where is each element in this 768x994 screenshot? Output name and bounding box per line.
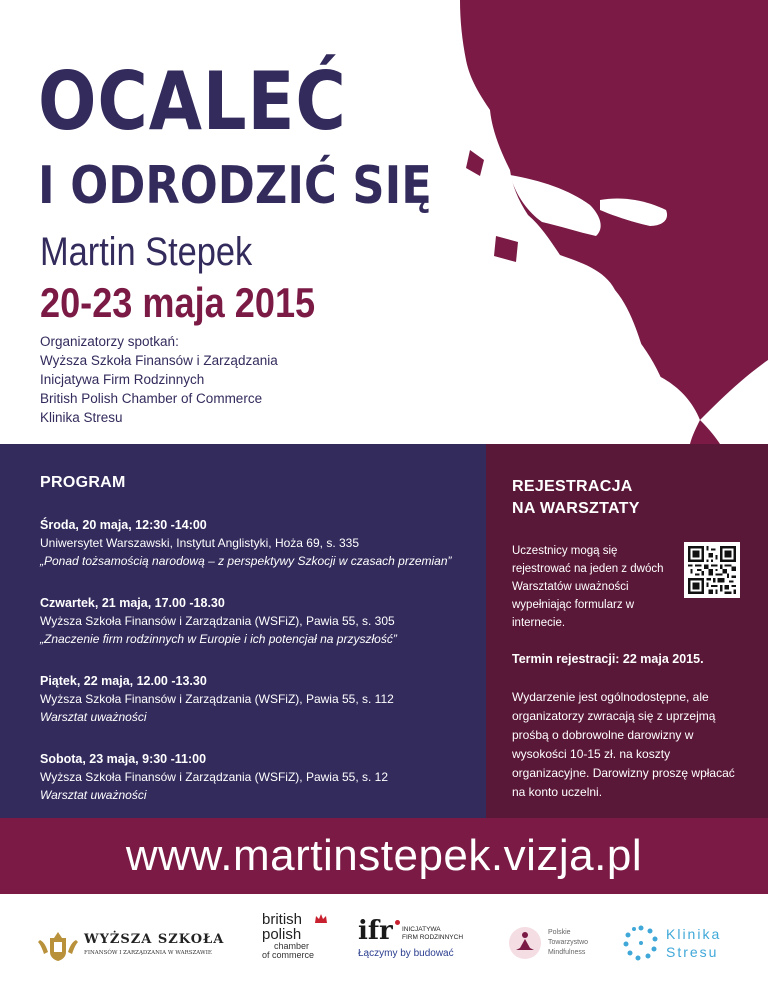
event-date: Czwartek, 21 maja, 17.00 -18.30 [40, 596, 225, 610]
registration-title-line-2: NA WARSZTATY [512, 500, 640, 517]
registration-row [512, 542, 744, 632]
speaker-name: Martin Stepek [40, 230, 253, 274]
klinika-line-2: Stresu [666, 944, 719, 960]
program-event [40, 750, 486, 804]
ifr-logo[interactable] [358, 918, 498, 968]
event-topic: Warsztat uważności [40, 788, 147, 802]
organizer-item: Inicjatywa Firm Rodzinnych [40, 372, 205, 387]
event-date: Piątek, 22 maja, 12.00 -13.30 [40, 674, 207, 688]
bpcc-line-2: polish [262, 926, 302, 943]
ptm-line-1: Polskie [548, 929, 571, 936]
donation-info: Wydarzenie jest ogólnodostępne, ale organizatorzy zwracają się z uprzejmą prośbą o dobrowolne darowizny w wysokości 10-15 zł. na koszty organizacyjne. Darowizny proszę wpłacać na konto uczelni. [512, 690, 735, 799]
ptm-line-3: Mindfulness [548, 949, 586, 956]
title-line-2: I ODRODZIĆ SIĘ [38, 156, 432, 216]
website-link[interactable]: www.martinstepek.vizja.pl [125, 831, 643, 880]
registration-title-line-1: REJESTRACJA [512, 478, 633, 495]
program-event [40, 672, 486, 726]
ifr-accent-icon [395, 920, 400, 925]
bpcc-line-1: british [262, 911, 303, 928]
event-topic: „Znaczenie firm rodzinnych w Europie i ich potencjał na przyszłość” [40, 632, 397, 646]
registration-text: Uczestnicy mogą się rejestrować na jeden z dwóch Warsztatów uważności wypełniając formularz w internecie. [512, 545, 664, 629]
portrait-illustration [400, 0, 768, 444]
ifr-line-2: FIRM RODZINNYCH [402, 934, 464, 941]
crown-icon [314, 912, 328, 926]
website-bar [0, 818, 768, 894]
wsfiz-subtitle: FINANSÓW I ZARZĄDZANIA W WARSZAWIE [84, 950, 212, 956]
klinika-stresu-logo[interactable] [622, 924, 742, 964]
bpcc-line-4: of commerce [262, 950, 315, 960]
bpcc-line-3: chamber [274, 941, 310, 951]
ifr-slogan: Łączymy by budować [358, 948, 454, 959]
organizer-item: British Polish Chamber of Commerce [40, 391, 263, 406]
event-topic: Warsztat uważności [40, 710, 147, 724]
ifr-line-1: INICJATYWA [402, 926, 441, 933]
ptm-logo[interactable] [508, 922, 618, 966]
event-place: Wyższa Szkoła Finansów i Zarządzania (WSFiZ), Pawia 55, s. 112 [40, 692, 394, 706]
event-place: Uniwersytet Warszawski, Instytut Anglistyki, Hoża 69, s. 335 [40, 536, 360, 550]
event-date: Sobota, 23 maja, 9:30 -11:00 [40, 752, 207, 766]
registration-section [486, 444, 768, 818]
event-place: Wyższa Szkoła Finansów i Zarządzania (WSFiZ), Pawia 55, s. 12 [40, 770, 389, 784]
ifr-mark: ifr [358, 916, 393, 946]
program-event [40, 594, 486, 648]
organizer-item: Klinika Stresu [40, 410, 123, 425]
registration-deadline: Termin rejestracji: 22 maja 2015. [512, 652, 704, 666]
wsfiz-name: WYŻSZA SZKOŁA [84, 932, 225, 947]
header-section [0, 0, 768, 444]
event-date: Środa, 20 maja, 12:30 -14:00 [40, 518, 207, 532]
program-section [0, 444, 486, 818]
event-topic: „Ponad tożsamością narodową – z perspektywy Szkocji w czasach przemian” [40, 554, 452, 568]
sponsor-logos [0, 894, 768, 994]
organizers-heading: Organizatorzy spotkań: [40, 334, 179, 349]
meditation-icon [508, 926, 542, 960]
event-place: Wyższa Szkoła Finansów i Zarządzania (WSFiZ), Pawia 55, s. 305 [40, 614, 395, 628]
registration-title [512, 476, 744, 520]
program-title: PROGRAM [40, 474, 126, 491]
qr-code[interactable] [684, 542, 740, 598]
program-event [40, 516, 486, 570]
qr-code-icon [688, 546, 736, 594]
bpcc-logo[interactable] [262, 912, 332, 984]
wsfiz-logo[interactable] [36, 928, 226, 968]
klinika-line-1: Klinika [666, 926, 722, 942]
organizers-block [40, 332, 278, 427]
dots-circle-icon [622, 924, 660, 962]
ptm-line-2: Towarzystwo [548, 939, 589, 946]
organizer-item: Wyższa Szkoła Finansów i Zarządzania [40, 353, 278, 368]
crest-icon [36, 930, 80, 962]
title-line-1: OCALEĆ [38, 55, 347, 148]
event-dates: 20-23 maja 2015 [40, 279, 316, 326]
